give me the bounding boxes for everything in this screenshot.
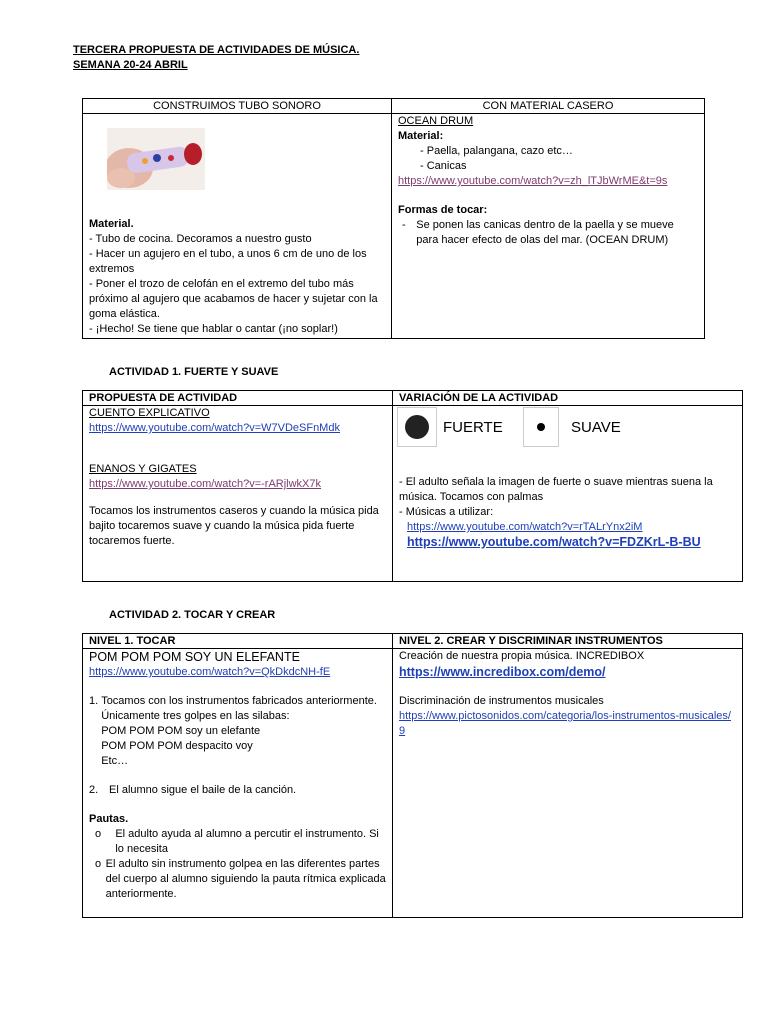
item-2-text: El alumno sigue el baile de la canción. [109, 784, 297, 796]
volume-images [397, 406, 736, 448]
discrim-text: Discriminación de instrumentos musicales [399, 695, 604, 707]
ocean-link[interactable]: https://www.youtube.com/watch?v=zh_lTJbWrME&t=9s [398, 175, 668, 187]
step-3: - Poner el trozo de celofán en el extremo del tubo más próximo al agujero que acabamos de hacer y sujetar con la goma elástica. [89, 278, 378, 320]
suave-image [523, 407, 559, 447]
pauta-item [89, 857, 386, 902]
document-title: TERCERA PROPUESTA DE ACTIVIDADES DE MÚSICA. [73, 44, 360, 56]
step-2: - Hacer un agujero en el tubo, a unos 6 cm de uno de los extremos [89, 248, 367, 275]
activity2-table [82, 633, 743, 918]
bullet-o: o [95, 858, 102, 870]
item-1-line: POM POM POM soy un elefante [101, 725, 261, 737]
item-1 [89, 694, 386, 769]
enanos-link[interactable]: https://www.youtube.com/watch?v=-rARjlwkX7k [89, 478, 322, 490]
activity1-table [82, 390, 743, 582]
pauta-text: El adulto ayuda al alumno a percutir el instrumento. Si lo necesita [115, 828, 379, 855]
cuento-link[interactable]: https://www.youtube.com/watch?v=W7VDeSFnMdk [89, 422, 340, 434]
item-1-number: 1. [89, 695, 99, 707]
variation-text2: - Músicas a utilizar: [399, 506, 494, 518]
item-1-line: Tocamos con los instrumentos fabricados anteriormente. Únicamente tres golpes en las silabas: [101, 695, 377, 722]
item-2 [89, 783, 386, 798]
song-title: POM POM POM SOY UN ELEFANTE [89, 650, 300, 664]
fuerte-image [397, 407, 437, 447]
item-1-line: POM POM POM despacito voy [101, 740, 253, 752]
tubo-photo [107, 128, 205, 190]
variation-text1: - El adulto señala la imagen de fuerte o suave mientras suena la música. Tocamos con palmas [399, 476, 713, 503]
dash-marker: - [402, 219, 406, 231]
pauta-text: El adulto sin instrumento golpea en las diferentes partes del cuerpo al alumno siguiendo la pauta rítmica explicada anteriormente. [105, 858, 386, 900]
nivel1-cell [83, 649, 393, 918]
col-header-nivel2: NIVEL 2. CREAR Y DISCRIMINAR INSTRUMENTOS [393, 634, 743, 649]
bullet-o: o [95, 828, 102, 840]
song-link[interactable]: https://www.youtube.com/watch?v=QkDkdcNH-fE [89, 666, 331, 678]
activity1-description: Tocamos los instrumentos caseros y cuando la música pida bajito tocaremos suave y cuando la música pida fuerte tocaremos fuerte. [89, 505, 379, 547]
ocean-items [398, 144, 698, 174]
tubo-cell [83, 114, 392, 339]
page-title [73, 43, 359, 73]
picto-link[interactable]: https://www.pictosonidos.com/categoria/los-instrumentos-musicales/9 [399, 710, 731, 737]
col-header-propuesta: PROPUESTA DE ACTIVIDAD [83, 391, 393, 406]
step-1: - Tubo de cocina. Decoramos a nuestro gusto [89, 233, 312, 245]
item-2-number: 2. [89, 784, 99, 796]
activity2-title: ACTIVIDAD 2. TOCAR Y CREAR [109, 609, 276, 621]
ocean-item: - Canicas [428, 159, 698, 174]
enanos-label: ENANOS Y GIGATES [89, 463, 197, 475]
formas-label: Formas de tocar: [398, 204, 488, 216]
suave-label: SUAVE [571, 418, 621, 436]
formas-text: Se ponen las canicas dentro de la paella y se mueve para hacer efecto de olas del mar. (OCEAN DRUM) [416, 219, 674, 246]
week-label: SEMANA 20-24 ABRIL [73, 59, 188, 71]
pauta-item [89, 827, 386, 857]
small-dot-icon [537, 423, 545, 431]
incredibox-link[interactable]: https://www.incredibox.com/demo/ [399, 665, 606, 679]
pautas-label: Pautas. [89, 813, 129, 825]
col-header-casero: CON MATERIAL CASERO [392, 99, 705, 114]
music-link-2[interactable]: https://www.youtube.com/watch?v=FDZKrL-B-BU [407, 535, 701, 549]
activity1-title: ACTIVIDAD 1. FUERTE Y SUAVE [109, 366, 279, 378]
formas-item [398, 218, 698, 248]
ocean-material-label: Material: [398, 130, 444, 142]
col-header-tubo: CONSTRUIMOS TUBO SONORO [83, 99, 392, 114]
col-header-variacion: VARIACIÓN DE LA ACTIVIDAD [393, 391, 743, 406]
propuesta-cell [83, 406, 393, 582]
ocean-cell [392, 114, 705, 339]
nivel2-cell [393, 649, 743, 918]
item-1-line: Etc… [101, 755, 129, 767]
creacion-text: Creación de nuestra propia música. INCREDIBOX [399, 650, 645, 662]
ocean-item: - Paella, palangana, cazo etc… [428, 144, 698, 159]
construction-table [82, 98, 705, 339]
material-label: Material. [89, 218, 134, 230]
music-link-1[interactable]: https://www.youtube.com/watch?v=rTALrYnx2iM [407, 521, 643, 533]
col-header-nivel1: NIVEL 1. TOCAR [83, 634, 393, 649]
cuento-label: CUENTO EXPLICATIVO [89, 407, 210, 419]
fuerte-label: FUERTE [443, 418, 503, 436]
big-dot-icon [405, 415, 429, 439]
ocean-title: OCEAN DRUM [398, 115, 474, 127]
variacion-cell [393, 406, 743, 582]
step-4: - ¡Hecho! Se tiene que hablar o cantar (¡no soplar!) [89, 323, 338, 335]
